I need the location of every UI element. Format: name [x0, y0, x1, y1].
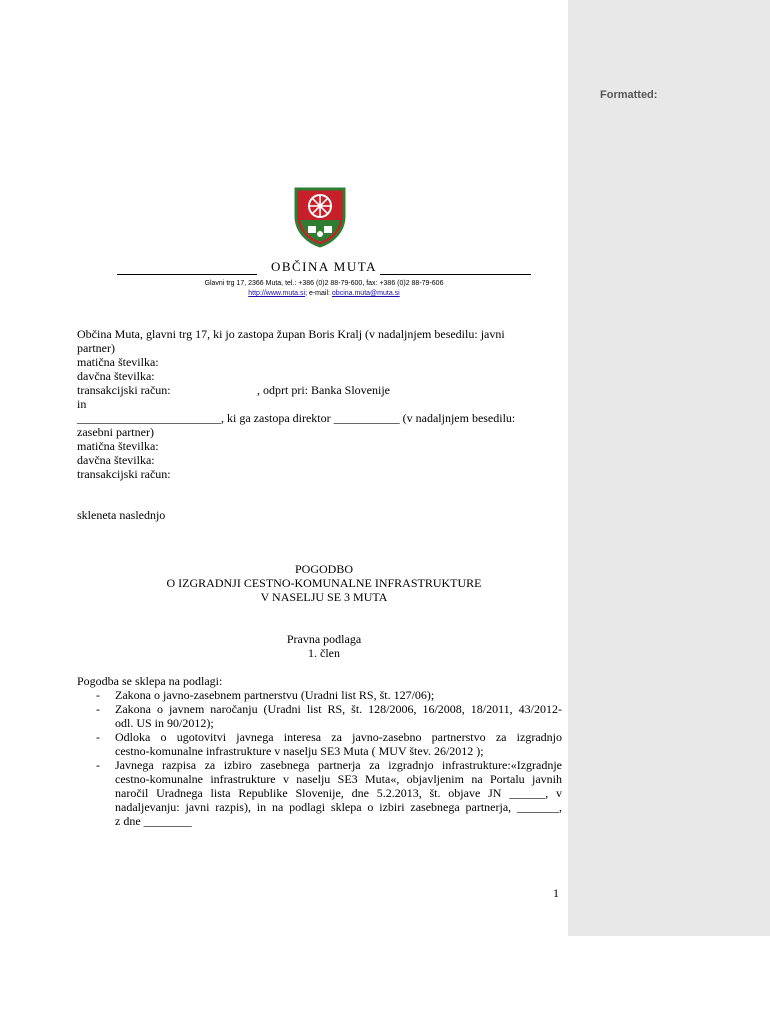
- letterhead-address: Glavni trg 17, 2366 Muta, tel.: +386 (0)2 88-79-600, fax: +386 (0)2 88-79-606: [204, 280, 444, 287]
- list-item-2-line1: Zakona o javnem naročanju (Uradni list RS, št. 128/2006, 16/2008, 18/2011, 43/2012-: [115, 702, 562, 716]
- party2-line1: ________________________, ki ga zastopa direktor ___________ (v nadaljnjem besedilu:: [77, 411, 516, 425]
- municipality-crest-icon: [292, 186, 348, 248]
- party1-line2: partner): [77, 341, 115, 355]
- municipality-title: OBČINA MUTA: [270, 259, 378, 274]
- party2-maticna: matična številka:: [77, 439, 159, 453]
- list-item-3-line1: Odloka o ugotovitvi javnega interesa za javno-zasebno partnerstvo za izgradnjo: [115, 730, 562, 744]
- list-item-4-line3: naročil Uradnega lista Republike Slovenije, dne 5.2.2013, št. objave JN ______, v: [115, 786, 562, 800]
- list-dash: -: [96, 730, 100, 744]
- list-item-4-line1: Javnega razpisa za izbiro zasebnega partnerja za izgradnjo infrastrukture:«Izgradnje: [115, 758, 562, 772]
- party1-davcna: davčna številka:: [77, 369, 155, 383]
- article-number: 1. člen: [308, 646, 340, 660]
- section-heading: Pravna podlaga: [286, 632, 362, 646]
- party2-line2: zasebni partner): [77, 425, 154, 439]
- list-item-2-line2: odl. US in 90/2012);: [115, 716, 214, 730]
- comment-sidebar: [568, 0, 770, 936]
- letterhead-contacts: [117, 290, 531, 297]
- email-prefix: ; e-mail:: [305, 290, 332, 297]
- page-number: 1: [553, 886, 559, 900]
- list-item-4-line2: cestno-komunalne infrastrukture v naselju SE3 Muta«, objavljenim na Portalu javnih: [115, 772, 562, 786]
- party2-davcna: davčna številka:: [77, 453, 155, 467]
- list-item-3-line2: cestno-komunalne infrastrukture v naselju SE3 Muta ( MUV štev. 26/2012 );: [115, 744, 484, 758]
- contract-title-line2: O IZGRADNJI CESTNO-KOMUNALNE INFRASTRUKTURE: [166, 576, 482, 590]
- list-item-4-line5: z dne ________: [115, 814, 192, 828]
- party1-trr: transakcijski račun:: [77, 383, 171, 397]
- party2-trr: transakcijski račun:: [77, 467, 171, 481]
- skleneta-text: skleneta naslednjo: [77, 508, 166, 522]
- contract-title-line3: V NASELJU SE 3 MUTA: [260, 590, 388, 604]
- list-item-4-line4: nadaljevanju: javni razpis), in na podlagi sklepa o izbiri zasebnega partnerja, _______,: [115, 800, 562, 814]
- party1-line1: Občina Muta, glavni trg 17, ki jo zastopa župan Boris Kralj (v nadaljnjem besedilu: javni: [77, 327, 505, 341]
- list-dash: -: [96, 688, 100, 702]
- email-link[interactable]: obcina.muta@muta.si: [331, 290, 400, 297]
- party1-maticna: matična številka:: [77, 355, 159, 369]
- list-item-1: Zakona o javno-zasebnem partnerstvu (Uradni list RS, št. 127/06);: [115, 688, 435, 702]
- in-connector: in: [77, 397, 87, 411]
- basis-intro: Pogodba se sklepa na podlagi:: [77, 674, 223, 688]
- list-dash: -: [96, 702, 100, 716]
- formatted-label: Formatted:: [600, 89, 658, 101]
- party1-bank: , odprt pri: Banka Slovenije: [257, 383, 390, 397]
- list-dash: -: [96, 758, 100, 772]
- contract-title-line1: POGODBO: [294, 562, 353, 576]
- website-link[interactable]: http://www.muta.si: [248, 290, 306, 297]
